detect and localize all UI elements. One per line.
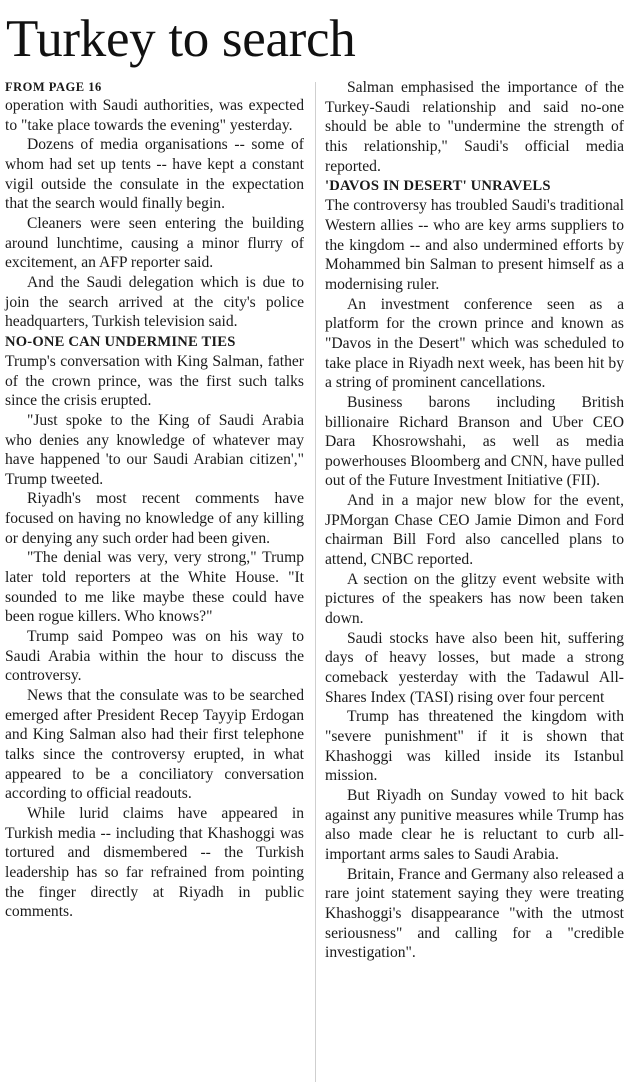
paragraph: Cleaners were seen entering the building around lunchtime, causing a minor flurry of excitement, an AFP reporter said. (5, 214, 304, 272)
paragraph: A section on the glitzy event website with pictures of the speakers has now been taken down. (325, 570, 624, 628)
paragraph: News that the consulate was to be searched emerged after President Recep Tayyip Erdogan and King Salman also had their first telephone talks since the controversy erupted, in what appeared to be a conciliatory conversation according to official readouts. (5, 687, 304, 803)
paragraph: Dozens of media organisations -- some of whom had set up tents -- have kept a constant vigil outside the consulate in the expectation that the search would finally begin. (5, 136, 304, 213)
paragraph: The controversy has troubled Saudi's traditional Western allies -- who are key arms suppliers to the kingdom -- and also undermined efforts by Mohammed bin Salman to present himself as a modernising ruler. (325, 197, 624, 293)
paragraph: Riyadh's most recent comments have focused on having no knowledge of any killing or denying any such order had been given. (5, 490, 304, 547)
paragraph: Saudi stocks have also been hit, suffering days of heavy losses, but made a strong comeback yesterday with the Tadawul All-Shares Index (TASI) rising over four percent (325, 629, 624, 706)
paragraph: But Riyadh on Sunday vowed to hit back against any punitive measures while Trump has also made clear he is reluctant to curb all-important arms sales to Saudi Arabia. (325, 786, 624, 863)
paragraph: Business barons including British billionaire Richard Branson and Uber CEO Dara Khosrowshahi, as well as media powerhouses Bloomberg and CNN, have pulled out of the Future Investment Initiative (FII). (325, 393, 624, 490)
paragraph: operation with Saudi authorities, was expected to "take place towards the evening" yesterday. (5, 97, 304, 134)
paragraph: Trump has threatened the kingdom with "severe punishment" if it is shown that Khashoggi was killed inside its Istanbul mission. (325, 708, 624, 785)
right-column (325, 78, 624, 963)
paragraph: Britain, France and Germany also released a rare joint statement saying they were treating Khashoggi's disappearance "with the utmost seriousness" and calling for a "credible investigation". (325, 865, 624, 962)
paragraph: And the Saudi delegation which is due to join the search arrived at the city's police headquarters, Turkish television said. (5, 273, 304, 331)
paragraph: Salman emphasised the importance of the Turkey-Saudi relationship and said no-one should be able to "undermine the strength of this relationship," Saudi's official media reported. (325, 79, 624, 175)
paragraph: "The denial was very, very strong," Trump later told reporters at the White House. "It sounded to me like maybe these could have been rogue killers. Who knows?" (5, 549, 304, 626)
paragraph: "Just spoke to the King of Saudi Arabia who denies any knowledge of whatever may have happened 'to our Saudi Arabian citizen'," Trump tweeted. (5, 411, 304, 488)
paragraph: While lurid claims have appeared in Turkish media -- including that Khashoggi was tortured and dismembered -- the Turkish leadership has so far refrained from pointing the finger directly at Riyadh in public comments. (5, 804, 304, 921)
jump-line: FROM PAGE 16 (5, 80, 102, 94)
paragraph: Trump said Pompeo was on his way to Saudi Arabia within the hour to discuss the controversy. (5, 628, 304, 685)
paragraph: And in a major new blow for the event, JPMorgan Chase CEO Jamie Dimon and Ford chairman Bill Ford also cancelled plans to attend, CNBC reported. (325, 492, 624, 569)
headline: Turkey to search (6, 10, 356, 68)
subhead: NO-ONE CAN UNDERMINE TIES (5, 333, 236, 350)
paragraph: An investment conference seen as a platform for the crown prince and known as "Davos in the Desert" which was scheduled to take place in Riyadh next week, has been hit by a string of prominent cancellations. (325, 295, 624, 392)
column-divider (315, 82, 316, 1082)
subhead: 'DAVOS IN DESERT' UNRAVELS (325, 178, 551, 195)
paragraph: Trump's conversation with King Salman, father of the crown prince, was the first such talks since the crisis erupted. (5, 352, 304, 410)
left-column (5, 78, 304, 922)
